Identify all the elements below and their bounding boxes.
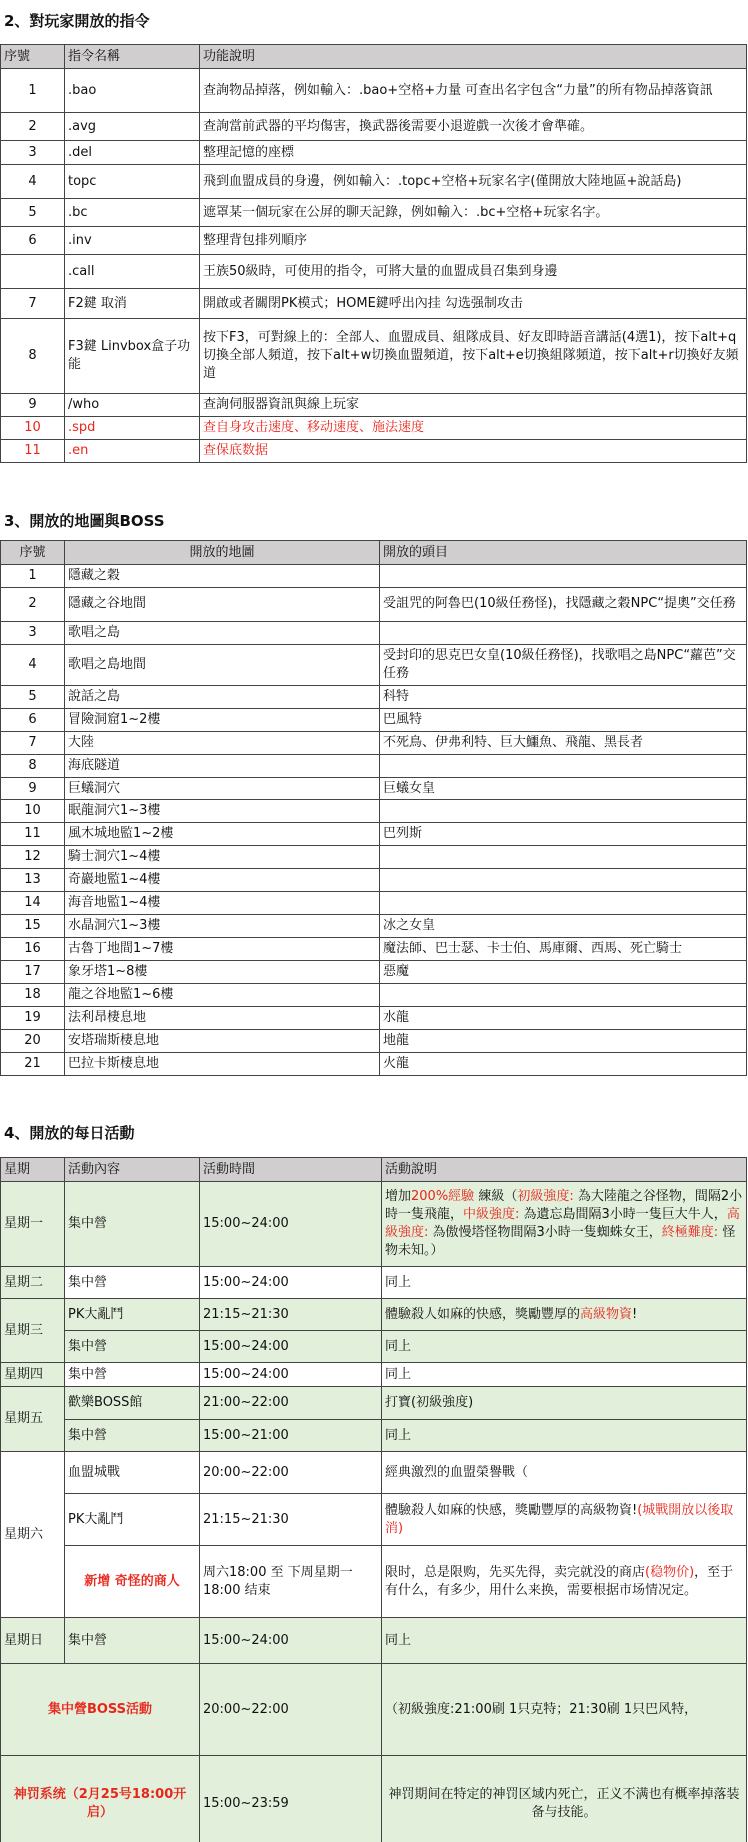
event-row-boss (1, 1664, 747, 1756)
map-name: 歌唱之島 (65, 621, 380, 644)
desc-cell: 同上 (382, 1420, 747, 1452)
map-name: 巨蟻洞穴 (65, 777, 380, 800)
map-row (1, 961, 747, 984)
time-cell: 周六18:00 至 下周星期一18:00 结束 (200, 1546, 382, 1618)
map-no: 4 (1, 644, 65, 685)
activity-cell: 集中營 (65, 1618, 200, 1664)
map-name: 說話之島 (65, 685, 380, 708)
command-no: 7 (1, 289, 65, 319)
map-name: 騎士洞穴1~4樓 (65, 846, 380, 869)
map-name: 安塔瑞斯棲息地 (65, 1029, 380, 1052)
map-boss: 科特 (380, 685, 747, 708)
command-row (1, 439, 747, 462)
map-no: 13 (1, 869, 65, 892)
command-name: .inv (65, 227, 200, 255)
map-name: 歌唱之島地間 (65, 644, 380, 685)
events-table (0, 1157, 747, 1842)
map-boss (380, 565, 747, 588)
map-boss-header: 開放的頭目 (380, 541, 747, 565)
map-row (1, 1052, 747, 1075)
map-row (1, 938, 747, 961)
section3-title: 3、開放的地圖與BOSS (4, 512, 165, 530)
map-row (1, 565, 747, 588)
command-row (1, 289, 747, 319)
day-cell: 星期五 (1, 1387, 65, 1452)
time-cell: 21:15~21:30 (200, 1299, 382, 1331)
command-no: 6 (1, 227, 65, 255)
map-boss (380, 754, 747, 777)
event-row-wed-1 (1, 1299, 747, 1331)
col-no-header: 序號 (1, 45, 65, 69)
map-name: 奇巖地監1~4樓 (65, 869, 380, 892)
map-no: 20 (1, 1029, 65, 1052)
event-row-sat-1 (1, 1452, 747, 1494)
time-cell: 15:00~24:00 (200, 1331, 382, 1363)
map-row (1, 846, 747, 869)
map-name: 隱藏之谷地間 (65, 587, 380, 621)
activity-cell: 血盟城戰 (65, 1452, 200, 1494)
map-name: 眠龍洞穴1~3樓 (65, 800, 380, 823)
activity-cell: 集中營 (65, 1420, 200, 1452)
map-boss (380, 800, 747, 823)
command-name: topc (65, 165, 200, 199)
time-cell: 15:00~23:59 (200, 1756, 382, 1842)
map-boss (380, 983, 747, 1006)
map-row (1, 587, 747, 621)
map-no: 10 (1, 800, 65, 823)
map-no: 6 (1, 708, 65, 731)
time-cell: 20:00~22:00 (200, 1664, 382, 1756)
command-name: .call (65, 255, 200, 289)
activity-cell: 神罚系统（2月25号18:00开启） (1, 1756, 200, 1842)
day-cell: 星期四 (1, 1363, 65, 1387)
desc-cell: 經典激烈的血盟榮譽戰（ (382, 1452, 747, 1494)
activity-cell: 集中營 (65, 1267, 200, 1299)
map-row (1, 621, 747, 644)
map-row (1, 983, 747, 1006)
command-desc: 整理記憶的座標 (200, 141, 747, 165)
command-no: 11 (1, 439, 65, 462)
command-row (1, 416, 747, 439)
event-row-fri-2 (1, 1420, 747, 1452)
command-desc: 查詢伺服器資訊與線上玩家 (200, 394, 747, 417)
desc-cell: （初級強度:21:00刷 1只克特；21:30刷 1只巴风特， (382, 1664, 747, 1756)
time-cell: 15:00~21:00 (200, 1420, 382, 1452)
desc-cell: 同上 (382, 1267, 747, 1299)
command-no: 1 (1, 69, 65, 113)
command-no: 9 (1, 394, 65, 417)
command-desc: 查自身攻击速度、移动速度、施法速度 (200, 416, 747, 439)
map-boss: 巨蟻女皇 (380, 777, 747, 800)
map-row (1, 754, 747, 777)
command-row (1, 141, 747, 165)
command-desc: 飛到血盟成員的身邊，例如輸入：.topc+空格+玩家名字(僅開放大陸地區+說話島) (200, 165, 747, 199)
map-no: 9 (1, 777, 65, 800)
desc-cell: 同上 (382, 1331, 747, 1363)
map-boss: 火龍 (380, 1052, 747, 1075)
map-row (1, 644, 747, 685)
event-row-punish (1, 1756, 747, 1842)
desc-cell: 體驗殺人如麻的快感，獎勵豐厚的高級物資!(城戰開放以後取消) (382, 1494, 747, 1546)
command-name: .en (65, 439, 200, 462)
map-no: 5 (1, 685, 65, 708)
map-boss: 魔法師、巴士瑟、卡士伯、馬庫爾、西馬、死亡騎士 (380, 938, 747, 961)
command-no: 2 (1, 113, 65, 141)
map-row (1, 685, 747, 708)
map-no: 3 (1, 621, 65, 644)
command-name: .bao (65, 69, 200, 113)
map-boss (380, 869, 747, 892)
command-desc: 遮罩某一個玩家在公屏的聊天記錄，例如輸入：.bc+空格+玩家名字。 (200, 199, 747, 227)
map-row (1, 915, 747, 938)
map-no: 18 (1, 983, 65, 1006)
ev-day-header: 星期 (1, 1158, 65, 1182)
map-boss: 不死鳥、伊弗利特、巨大鱷魚、飛龍、黑長者 (380, 731, 747, 754)
command-name: /who (65, 394, 200, 417)
map-boss: 水龍 (380, 1006, 747, 1029)
section4-title: 4、開放的每日活動 (4, 1124, 135, 1142)
desc-cell: 體驗殺人如麻的快感，獎勵豐厚的高級物資! (382, 1299, 747, 1331)
map-boss: 巴風特 (380, 708, 747, 731)
command-name: .del (65, 141, 200, 165)
command-name: F2鍵 取消 (65, 289, 200, 319)
time-cell: 15:00~24:00 (200, 1267, 382, 1299)
map-name: 冒險洞窟1~2樓 (65, 708, 380, 731)
activity-cell: PK大亂鬥 (65, 1494, 200, 1546)
map-row (1, 892, 747, 915)
col-desc-header: 功能說明 (200, 45, 747, 69)
command-row (1, 69, 747, 113)
command-desc: 王族50級時，可使用的指令，可將大量的血盟成員召集到身邊 (200, 255, 747, 289)
command-no (1, 255, 65, 289)
map-row (1, 1029, 747, 1052)
map-row (1, 869, 747, 892)
time-cell: 21:15~21:30 (200, 1494, 382, 1546)
command-name: F3鍵 Linvbox盒子功能 (65, 319, 200, 394)
map-name: 象牙塔1~8樓 (65, 961, 380, 984)
command-desc: 開啟或者關閉PK模式；HOME鍵呼出內挂 勾选强制攻击 (200, 289, 747, 319)
desc-cell: 增加200%經驗 練級（初級強度: 為大陸龍之谷怪物，間隔2小時一隻飛龍，中級強度: 為遺忘島間隔3小時一隻巨大牛人，高級強度: 為傲慢塔怪物間隔3小時一隻蜘蛛女王，終極難度: 怪物未知。） (382, 1182, 747, 1267)
map-name: 海底隧道 (65, 754, 380, 777)
activity-cell: 集中營 (65, 1331, 200, 1363)
map-row (1, 708, 747, 731)
command-desc: 查保底数据 (200, 439, 747, 462)
day-cell: 星期三 (1, 1299, 65, 1363)
map-no: 11 (1, 823, 65, 846)
activity-cell: 集中營 (65, 1182, 200, 1267)
command-no: 10 (1, 416, 65, 439)
command-name: .spd (65, 416, 200, 439)
command-row (1, 227, 747, 255)
map-no: 1 (1, 565, 65, 588)
map-no-header: 序號 (1, 541, 65, 565)
map-no: 16 (1, 938, 65, 961)
map-row (1, 731, 747, 754)
map-name: 隱藏之穀 (65, 565, 380, 588)
time-cell: 15:00~24:00 (200, 1618, 382, 1664)
desc-cell: 限时，总是限购，先买先得，卖完就没的商店(稳物价)，至于有什么，有多少，用什么来换，需要根据市场情况定。 (382, 1546, 747, 1618)
command-row (1, 199, 747, 227)
map-boss: 惡魔 (380, 961, 747, 984)
command-row (1, 165, 747, 199)
event-row-wed-2 (1, 1331, 747, 1363)
col-cmd-header: 指令名稱 (65, 45, 200, 69)
map-row (1, 800, 747, 823)
time-cell: 20:00~22:00 (200, 1452, 382, 1494)
map-no: 19 (1, 1006, 65, 1029)
activity-cell: 新增 奇怪的商人 (65, 1546, 200, 1618)
ev-act-header: 活動內容 (65, 1158, 200, 1182)
command-row (1, 255, 747, 289)
day-cell: 星期日 (1, 1618, 65, 1664)
map-no: 8 (1, 754, 65, 777)
command-row (1, 113, 747, 141)
map-name: 龍之谷地監1~6樓 (65, 983, 380, 1006)
day-cell: 星期六 (1, 1452, 65, 1618)
maps-table (0, 540, 747, 1076)
map-boss (380, 846, 747, 869)
map-no: 2 (1, 587, 65, 621)
map-no: 7 (1, 731, 65, 754)
desc-cell: 打寶(初級強度) (382, 1387, 747, 1420)
map-no: 17 (1, 961, 65, 984)
desc-cell: 神罚期间在特定的神罚区域内死亡，正义不满也有概率掉落装备与技能。 (382, 1756, 747, 1842)
event-row-tue (1, 1267, 747, 1299)
map-row (1, 823, 747, 846)
command-no: 3 (1, 141, 65, 165)
map-no: 12 (1, 846, 65, 869)
map-boss (380, 621, 747, 644)
command-desc: 按下F3，可對線上的：全部人、血盟成員、組隊成員、好友即時語音講話(4選1)，按下alt+q切換全部人頻道，按下alt+w切換血盟頻道，按下alt+e切換組隊頻道，按下alt+r切換好友頻道 (200, 319, 747, 394)
command-desc: 查詢當前武器的平均傷害，換武器後需要小退遊戲一次後才會準確。 (200, 113, 747, 141)
event-row-sat-3 (1, 1546, 747, 1618)
command-name: .avg (65, 113, 200, 141)
map-no: 15 (1, 915, 65, 938)
time-cell: 15:00~24:00 (200, 1182, 382, 1267)
event-row-sat-2 (1, 1494, 747, 1546)
event-row-fri-1 (1, 1387, 747, 1420)
map-name: 大陸 (65, 731, 380, 754)
event-row-sun (1, 1618, 747, 1664)
ev-desc-header: 活動說明 (382, 1158, 747, 1182)
map-no: 21 (1, 1052, 65, 1075)
command-row (1, 394, 747, 417)
command-desc: 整理背包排列順序 (200, 227, 747, 255)
activity-cell: PK大亂鬥 (65, 1299, 200, 1331)
map-name: 巴拉卡斯棲息地 (65, 1052, 380, 1075)
map-name: 古魯丁地間1~7樓 (65, 938, 380, 961)
event-row-mon (1, 1182, 747, 1267)
activity-cell: 集中營 (65, 1363, 200, 1387)
activity-cell: 集中營BOSS活動 (1, 1664, 200, 1756)
time-cell: 15:00~24:00 (200, 1363, 382, 1387)
day-cell: 星期一 (1, 1182, 65, 1267)
ev-time-header: 活動時間 (200, 1158, 382, 1182)
section2-title: 2、對玩家開放的指令 (4, 12, 150, 30)
map-boss (380, 892, 747, 915)
command-name: .bc (65, 199, 200, 227)
map-row (1, 1006, 747, 1029)
command-desc: 查詢物品掉落，例如輸入：.bao+空格+力量 可查出名字包含“力量”的所有物品掉落資訊 (200, 69, 747, 113)
map-row (1, 777, 747, 800)
map-boss: 地龍 (380, 1029, 747, 1052)
map-name: 法利昂棲息地 (65, 1006, 380, 1029)
command-row (1, 319, 747, 394)
desc-cell: 同上 (382, 1363, 747, 1387)
day-cell: 星期二 (1, 1267, 65, 1299)
commands-table (0, 44, 747, 463)
map-boss: 冰之女皇 (380, 915, 747, 938)
map-boss: 受封印的思克巴女皇(10級任務怪)，找歌唱之島NPC“蘿芭”交任務 (380, 644, 747, 685)
map-boss: 受詛咒的阿魯巴(10級任務怪)，找隱藏之穀NPC“提奧”交任務 (380, 587, 747, 621)
map-name: 水晶洞穴1~3樓 (65, 915, 380, 938)
map-name: 海音地監1~4樓 (65, 892, 380, 915)
time-cell: 21:00~22:00 (200, 1387, 382, 1420)
map-name: 風木城地監1~2樓 (65, 823, 380, 846)
event-row-thu (1, 1363, 747, 1387)
map-boss: 巴列斯 (380, 823, 747, 846)
activity-cell: 歡樂BOSS館 (65, 1387, 200, 1420)
command-no: 8 (1, 319, 65, 394)
command-no: 5 (1, 199, 65, 227)
map-name-header: 開放的地圖 (65, 541, 380, 565)
command-no: 4 (1, 165, 65, 199)
map-no: 14 (1, 892, 65, 915)
desc-cell: 同上 (382, 1618, 747, 1664)
